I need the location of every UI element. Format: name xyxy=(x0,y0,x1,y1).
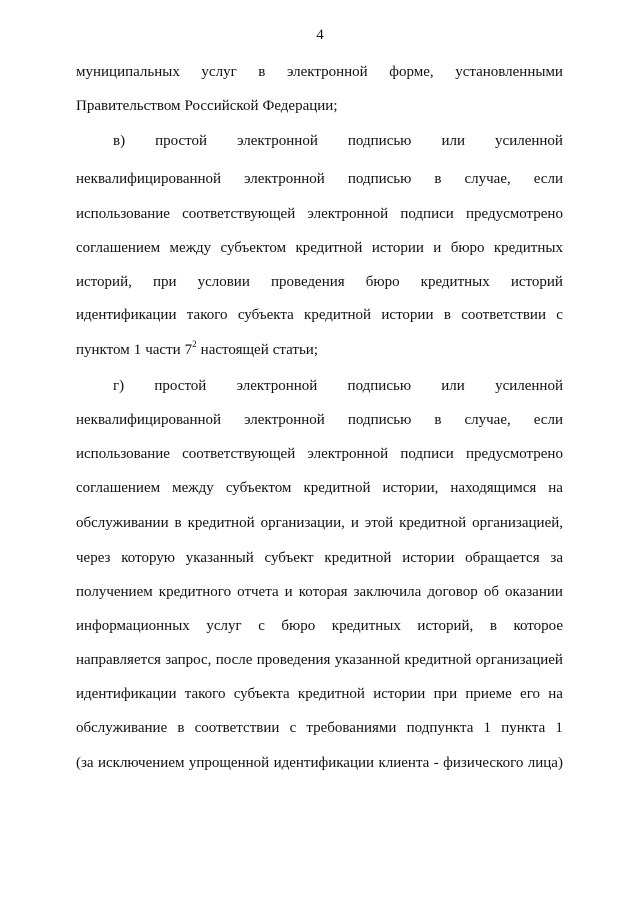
text-word: находящимся xyxy=(450,480,537,496)
text-word: получением xyxy=(76,584,153,600)
text-word: между xyxy=(169,240,212,256)
text-word: кредитной xyxy=(399,515,467,531)
text-word: физического xyxy=(443,755,524,771)
text-word: подписью xyxy=(347,412,412,428)
text-word: оказании xyxy=(505,584,563,600)
text-word: пунктом xyxy=(76,342,130,358)
text-word: неквалифицированной xyxy=(76,412,222,428)
text-word: условии xyxy=(197,274,250,290)
text-word: в xyxy=(443,307,451,323)
text-word: кредитной xyxy=(324,550,392,566)
text-word: установленными xyxy=(455,64,563,80)
text-line xyxy=(76,650,563,670)
text-word: с xyxy=(556,307,563,323)
text-word: субъект xyxy=(264,550,314,566)
text-word: обслуживании xyxy=(76,515,169,531)
text-word: части xyxy=(145,342,181,358)
text-word: форме, xyxy=(389,64,434,80)
text-word: кредитной xyxy=(303,480,371,496)
text-word: идентификации xyxy=(76,686,177,702)
text-line xyxy=(113,131,563,151)
text-word: такого xyxy=(184,686,226,702)
text-word: договор xyxy=(427,584,478,600)
text-word: через xyxy=(76,550,111,566)
text-word: после xyxy=(215,652,253,668)
text-word: этой xyxy=(364,515,394,531)
text-word: заключила xyxy=(353,584,422,600)
text-word: кредитной xyxy=(297,686,365,702)
text-word: соглашением xyxy=(76,480,161,496)
text-word: простой xyxy=(154,378,207,394)
text-word: в) xyxy=(113,133,126,149)
text-word: использование xyxy=(76,206,170,222)
text-line xyxy=(76,272,563,292)
text-word: услуг xyxy=(206,618,242,634)
text-word: лица) xyxy=(527,755,563,771)
text-word: за xyxy=(550,550,563,566)
superscript: 2 xyxy=(192,339,197,349)
text-line xyxy=(76,753,563,773)
text-word: исключением xyxy=(97,755,185,771)
text-word: электронной xyxy=(244,171,325,187)
text-word: кредитного xyxy=(158,584,232,600)
text-word: 1 xyxy=(133,342,142,358)
text-word: бюро xyxy=(450,240,485,256)
text-word: субъекта xyxy=(237,307,294,323)
text-word: при xyxy=(152,274,177,290)
text-line xyxy=(76,444,563,464)
text-word: такого xyxy=(186,307,228,323)
text-word: подписью xyxy=(347,133,412,149)
text-word: которое xyxy=(513,618,563,634)
text-word: использование xyxy=(76,446,170,462)
text-word: Российской xyxy=(184,98,259,114)
text-word: с xyxy=(289,720,297,736)
text-word: идентификации xyxy=(76,307,177,323)
text-word: подпункта xyxy=(406,720,474,736)
text-word: $7^2$ xyxy=(184,339,197,358)
text-word: бюро xyxy=(281,618,316,634)
text-word: и xyxy=(350,515,359,531)
text-word: (за xyxy=(76,755,94,771)
text-line xyxy=(76,96,338,116)
text-word: настоящей xyxy=(200,342,269,358)
text-line xyxy=(113,376,563,396)
text-word: Правительством xyxy=(76,98,181,114)
text-word: истории xyxy=(371,240,424,256)
text-word: подписи xyxy=(400,446,454,462)
text-word: электронной xyxy=(236,378,318,394)
text-word: обслуживание xyxy=(76,720,168,736)
text-word: истории xyxy=(381,307,434,323)
text-word: - xyxy=(433,755,439,771)
text-word: кредитных xyxy=(420,274,490,290)
text-word: между xyxy=(172,480,214,496)
text-line xyxy=(76,582,563,602)
text-word: требованиями xyxy=(306,720,397,736)
text-word: его xyxy=(520,686,540,702)
text-word: усиленной xyxy=(495,133,563,149)
text-line xyxy=(76,718,563,738)
text-word: электронной xyxy=(307,446,389,462)
text-word: которая xyxy=(298,584,348,600)
text-word: историй, xyxy=(417,618,474,634)
text-line xyxy=(76,204,563,224)
text-word: организацией, xyxy=(472,515,563,531)
text-word: историй, xyxy=(76,274,132,290)
text-word: клиента xyxy=(378,755,430,771)
text-word: услуг xyxy=(201,64,237,80)
text-line xyxy=(76,684,563,704)
text-line xyxy=(76,238,563,258)
text-line xyxy=(76,410,563,430)
text-word: на xyxy=(548,686,563,702)
text-word: если xyxy=(533,171,563,187)
text-word: организацией xyxy=(475,652,563,668)
text-word: соответствующей xyxy=(182,446,296,462)
text-word: на xyxy=(548,480,563,496)
text-word: Федерации; xyxy=(262,98,338,114)
text-word: в xyxy=(434,412,442,428)
text-word: усиленной xyxy=(495,378,563,394)
text-word: кредитных xyxy=(331,618,401,634)
text-word: в xyxy=(489,618,497,634)
text-word: электронной xyxy=(244,412,325,428)
text-word: кредитных xyxy=(493,240,563,256)
text-word: истории xyxy=(402,550,455,566)
text-word: отчета xyxy=(237,584,279,600)
text-word: электронной xyxy=(307,206,389,222)
text-word: статьи; xyxy=(272,342,318,358)
text-word: в xyxy=(258,64,266,80)
text-word: указанный xyxy=(185,550,254,566)
page-number: 4 xyxy=(316,27,324,43)
text-word: истории xyxy=(373,686,426,702)
text-word: случае, xyxy=(464,171,511,187)
text-word: упрощенной xyxy=(188,755,270,771)
text-word: подписью xyxy=(347,171,412,187)
text-word: обращается xyxy=(465,550,540,566)
text-word: муниципальных xyxy=(76,64,180,80)
text-word: информационных xyxy=(76,618,190,634)
text-word: если xyxy=(533,412,563,428)
text-line xyxy=(76,513,563,533)
text-line xyxy=(76,548,563,568)
text-line xyxy=(76,616,563,636)
text-word: запрос, xyxy=(165,652,212,668)
text-word: соответствии xyxy=(194,720,280,736)
text-word: кредитной xyxy=(304,307,372,323)
text-word: предусмотрено xyxy=(465,446,563,462)
text-word: соглашением xyxy=(76,240,161,256)
text-word: об xyxy=(483,584,499,600)
text-word: указанной xyxy=(334,652,401,668)
text-word: электронной xyxy=(286,64,368,80)
text-word: пункта xyxy=(501,720,546,736)
text-word: которую xyxy=(121,550,175,566)
text-word: 1 xyxy=(555,720,563,736)
text-word: кредитной xyxy=(404,652,472,668)
text-word: историй xyxy=(510,274,563,290)
text-word: бюро xyxy=(365,274,400,290)
text-line xyxy=(76,340,318,360)
text-word: случае, xyxy=(464,412,511,428)
text-word: проведения xyxy=(256,652,331,668)
text-word: кредитной xyxy=(187,515,255,531)
text-word: 1 xyxy=(483,720,492,736)
text-word: кредитной xyxy=(295,240,363,256)
text-word: предусмотрено xyxy=(465,206,563,222)
text-word: соответствии xyxy=(461,307,546,323)
text-word: идентификации xyxy=(273,755,375,771)
text-word: электронной xyxy=(237,133,318,149)
text-word: проведения xyxy=(270,274,345,290)
text-word: неквалифицированной xyxy=(76,171,222,187)
text-word: истории, xyxy=(382,480,439,496)
text-word: в xyxy=(434,171,442,187)
text-word: субъектом xyxy=(220,240,287,256)
text-word: и xyxy=(433,240,442,256)
text-word: подписи xyxy=(400,206,454,222)
text-word: подписью xyxy=(347,378,412,394)
text-line xyxy=(76,478,563,498)
text-word: г) xyxy=(113,378,125,394)
text-line xyxy=(76,305,563,325)
text-word: в xyxy=(177,720,185,736)
text-word: субъектом xyxy=(225,480,292,496)
text-word: приеме xyxy=(465,686,512,702)
text-word: простой xyxy=(155,133,208,149)
text-word: или xyxy=(441,378,465,394)
text-line xyxy=(76,169,563,189)
text-word: в xyxy=(174,515,182,531)
text-word: направляется xyxy=(76,652,161,668)
text-word: соответствующей xyxy=(182,206,296,222)
text-word: и xyxy=(284,584,293,600)
text-line xyxy=(76,62,563,82)
text-word: организации, xyxy=(260,515,345,531)
text-word: при xyxy=(433,686,458,702)
text-word: или xyxy=(441,133,465,149)
text-word: с xyxy=(258,618,265,634)
text-word: субъекта xyxy=(233,686,290,702)
